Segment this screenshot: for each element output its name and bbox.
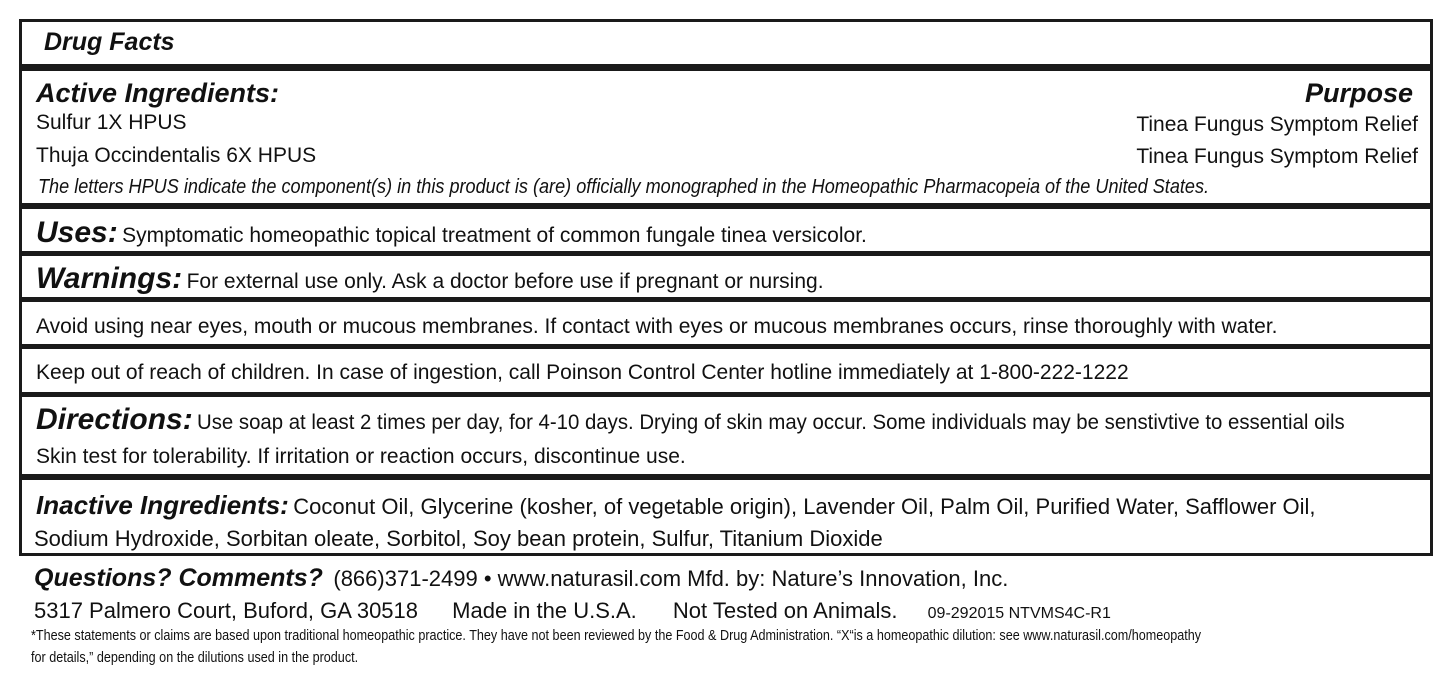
active-ingredients-heading: Active Ingredients: (36, 78, 280, 108)
disclaimer-text-2: for details,” depending on the dilutions used in the product. (31, 649, 359, 666)
questions-line (34, 566, 1008, 591)
address-line (34, 600, 1111, 622)
divider-warnings-3 (22, 392, 1430, 397)
divider-uses (22, 251, 1430, 256)
active-ingredient-name-2: Thuja Occindentalis 6X HPUS (36, 144, 317, 167)
warnings-line-2: Avoid using near eyes, mouth or mucous membranes. If contact with eyes or mucous membranes occurs, rinse thoroughly with water. (36, 315, 1278, 338)
warnings-text: For external use only. Ask a doctor before use if pregnant or nursing. (186, 270, 824, 293)
active-ingredient-purpose-1: Tinea Fungus Symptom Relief (1136, 113, 1418, 136)
inactive-heading: Inactive Ingredients: (36, 490, 289, 520)
uses-line (36, 218, 867, 248)
divider-warnings-2 (22, 344, 1430, 349)
drug-facts-panel (19, 19, 1433, 556)
active-ingredient-purpose-2: Tinea Fungus Symptom Relief (1136, 145, 1418, 168)
directions-heading: Directions: (36, 403, 193, 436)
footer (31, 564, 1449, 681)
directions-line (36, 405, 1380, 435)
directions-text: Use soap at least 2 times per day, for 4-10 days. Drying of skin may occur. Some individuals may be senstivtive to essential oils (197, 411, 1345, 434)
made-in-text: Made in the U.S.A. (452, 598, 637, 623)
inactive-line (36, 492, 1316, 518)
uses-text: Symptomatic homeopathic topical treatment of common fungale tinea versicolor. (122, 224, 867, 247)
address-text: 5317 Palmero Court, Buford, GA 30518 (34, 598, 419, 623)
inactive-text: Coconut Oil, Glycerine (kosher, of vegetable origin), Lavender Oil, Palm Oil, Purified Water, Safflower Oil, (293, 494, 1316, 519)
disclaimer-line-2 (31, 650, 420, 665)
warnings-line (36, 264, 824, 294)
disclaimer-line-1 (31, 628, 1424, 643)
warnings-heading: Warnings: (36, 262, 183, 295)
hpus-note-text: The letters HPUS indicate the component(s) in this product is (are) officially monographed in the Homeopathic Pharmacopeia of the United States. (38, 176, 1210, 198)
divider-warnings-1 (22, 297, 1430, 302)
inactive-line-2: Sodium Hydroxide, Sorbitan oleate, Sorbitol, Soy bean protein, Sulfur, Titanium Dioxide (34, 526, 883, 551)
warnings-line-3: Keep out of reach of children. In case of ingestion, call Poinson Control Center hotline immediately at 1-800-222-1222 (36, 361, 1129, 384)
drug-facts-title: Drug Facts (44, 28, 175, 56)
divider-active (22, 203, 1430, 209)
active-ingredient-name-1: Sulfur 1X HPUS (36, 111, 187, 134)
divider-directions (22, 474, 1430, 480)
divider-title (22, 64, 1430, 71)
directions-line-2: Skin test for tolerability. If irritation or reaction occurs, discontinue use. (36, 445, 686, 468)
code-text: 09-292015 NTVMS4C-R1 (927, 605, 1111, 622)
not-tested-text: Not Tested on Animals. (672, 598, 898, 623)
hpus-note (38, 177, 1332, 197)
purpose-heading: Purpose (1304, 78, 1413, 108)
disclaimer-text-1: *These statements or claims are based upon traditional homeopathic practice. They have not been reviewed by the Food & Drug Administration. “X“is a homeopathic dilution: see www.naturasil.com/homeopathy (31, 627, 1202, 644)
uses-heading: Uses: (36, 216, 118, 249)
questions-heading: Questions? Comments? (34, 564, 323, 592)
contact-text: (866)371-2499 • www.naturasil.com Mfd. by: Nature’s Innovation, Inc. (333, 566, 1009, 591)
